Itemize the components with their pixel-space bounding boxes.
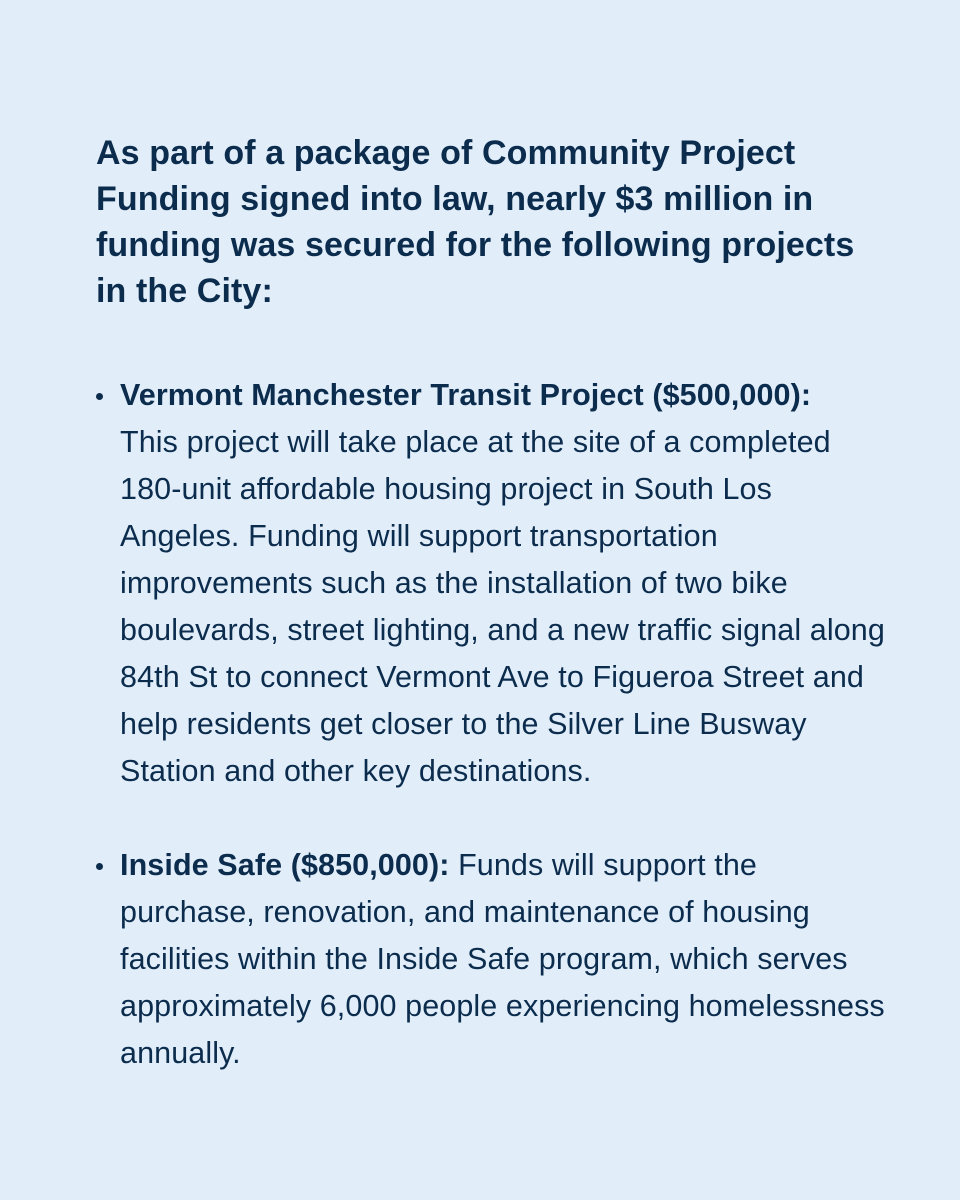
- project-description: This project will take place at the site of a completed 180-unit affordable housing project in South Los Angeles. Funding will support transportation improvements such as the installation of two bike boulevards, street lighting, and a new traffic signal along 84th St to connect Vermont Ave to Figueroa Street and help residents get closer to the Silver Line Busway Station and other key destinations.: [120, 425, 885, 788]
- project-list: [96, 372, 896, 1077]
- project-item-vermont-manchester: [96, 372, 896, 795]
- project-item-inside-safe: [96, 842, 896, 1077]
- project-heading: Vermont Manchester Transit Project ($500,000):: [120, 378, 812, 412]
- project-heading: Inside Safe ($850,000):: [120, 848, 450, 882]
- bullet-icon: [96, 393, 103, 400]
- bullet-icon: [96, 863, 103, 870]
- project-description: Funds will support the purchase, renovation, and maintenance of housing facilities within the Inside Safe program, which serves approximately 6,000 people experiencing homelessness annually.: [120, 848, 885, 1070]
- intro-paragraph: As part of a package of Community Project Funding signed into law, nearly $3 million in funding was secured for the following projects in the City:: [96, 134, 855, 310]
